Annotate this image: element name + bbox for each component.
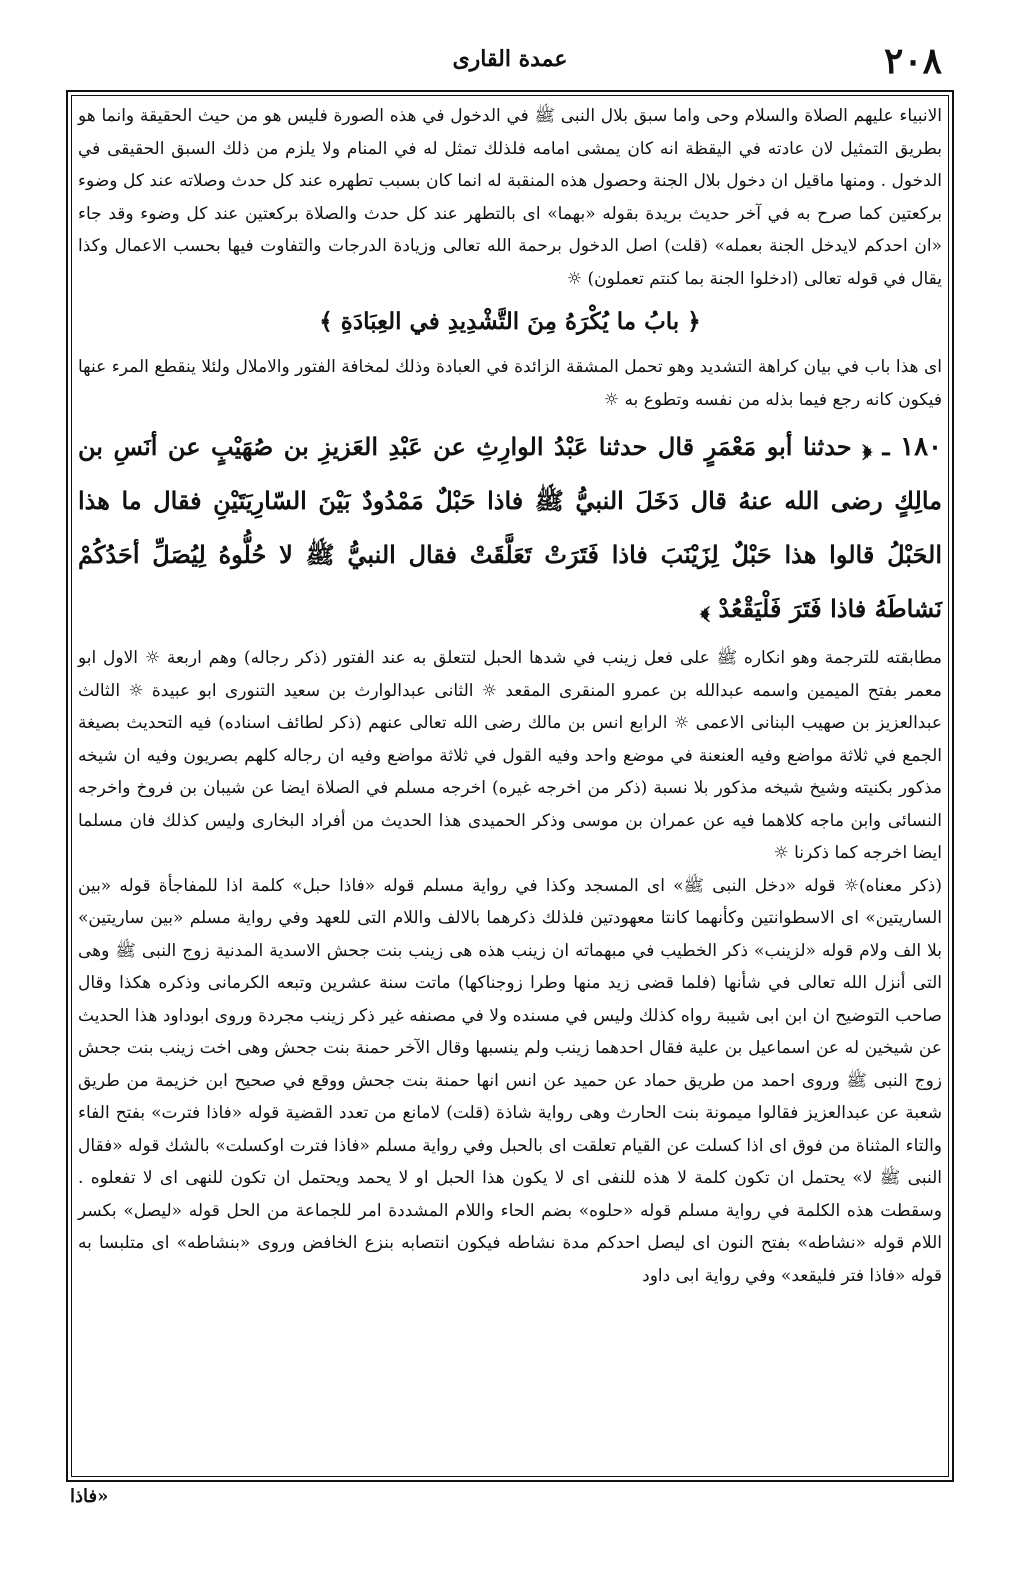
running-title: عمدة القارى	[452, 46, 568, 72]
text-frame	[66, 90, 954, 1482]
hadith-number: ١٨٠	[900, 432, 943, 462]
commentary-paragraph-meaning: (ذكر معناه)☼ قوله «دخل النبى ﷺ» اى المسجد وكذا في رواية مسلم قوله «فاذا حبل» كلمة اذا للمفاجأة قوله «بين الساريتين» اى الاسطوانتين وكأنهما كانتا معهودتين فلذلك ذكرهما بالالف واللام التى للعهد وفي رواية مسلم «بين ساريتين» بلا الف ولام قوله «لزينب» ذكر الخطيب في مبهماته ان زينب هذه هى زينب بنت جحش الاسدية المدنية زوج النبى ﷺ وهى التى أنزل الله تعالى في شأنها (فلما قضى زيد منها وطرا زوجناكها) ماتت سنة عشرين وتبعه الكرمانى وذكره هكذا وقال صاحب التوضيح ان ابن ابى شيبة رواه كذلك وليس في مسنده ولا في مصنفه غير ذكر زينب مجردة وروى ابوداود هذا الحديث عن شيخين له عن اسماعيل بن علية فقال احدهما زينب ولم ينسبها وقال الآخر حمنة بنت جحش وهى اخت زينب بنت جحش زوج النبى ﷺ وروى احمد من طريق حماد عن حميد عن انس انها حمنة بنت جحش ووقع في صحيح ابن خزيمة من طريق شعبة عن عبدالعزيز فقالوا ميمونة بنت الحارث وهى رواية شاذة (قلت) لامانع من تعدد القضية قوله «فاذا فترت» بفتح الفاء والتاء المثناة من فوق اى اذا كسلت عن القيام تعلقت اى بالحبل وفي رواية مسلم «فاذا فترت اوكسلت» بالشك قوله «فقال النبى ﷺ لا» يحتمل ان تكون كلمة لا هذه للنفى اى لا يكون هذا الحبل او لا يحمد ويحتمل ان تكون للنهى اى لا تفعلوه . وسقطت هذه الكلمة في رواية مسلم قوله «حلوه» بضم الحاء واللام المشددة امر للجماعة من الحل قوله «ليصل» بكسر اللام قوله «نشاطه» بفتح النون اى ليصل احدكم مدة نشاطه فيكون انتصابه بنزع الخافض وروى «بنشاطه» اى متلبسا به قوله «فاذا فتر فليقعد» وفي رواية ابى داود	[78, 875, 942, 1286]
page-number: ٢٠٨	[883, 40, 942, 82]
chapter-explanation: اى هذا باب في بيان كراهة التشديد وهو تحمل المشقة الزائدة في العبادة وذلك لمخافة الفتور والاملال ولئلا ينقطع المرء عنها فيكون كانه رجع فيما بذله من نفسه وتطوع به ☼	[78, 357, 942, 410]
catchword: «فاذا	[70, 1486, 109, 1507]
chapter-title: ﴿ بابُ ما يُكْرَهُ مِنَ التَّشْدِيدِ في العِبَادَةِ ﴾	[319, 308, 701, 335]
commentary-paragraph-1: الانبياء عليهم الصلاة والسلام وحى واما سبق بلال النبى ﷺ في الدخول في هذه الصورة فليس هو من حيث الحقيقة وانما هو بطريق التمثيل لان عادته في اليقظة انه كان يمشى امامه فلذلك تمثل له في المنام ولا يلزم من ذلك السبق الحقيقى في الدخول . ومنها ماقيل ان دخول بلال الجنة وحصول هذه المنقبة له انما كان بسبب تطهره عند كل حدث وصلاته عند كل وضوء بركعتين كما صرح به في آخر حديث بريدة بقوله «بهما» اى بالتطهر عند كل حدث والصلاة بركعتين عند كل وضوء وقد جاء «ان احدكم لايدخل الجنة بعمله» (قلت) اصل الدخول برحمة الله تعالى وزيادة الدرجات والتفاوت فيها بحسب الاعمال وكذا يقال في قوله تعالى (ادخلوا الجنة بما كنتم تعملون) ☼	[78, 106, 942, 289]
hadith-separator: ـ	[872, 432, 890, 461]
page-header	[70, 40, 950, 88]
hadith-block	[78, 420, 942, 636]
commentary-paragraph-narrators: مطابقته للترجمة وهو انكاره ﷺ على فعل زينب في شدها الحبل لتتعلق به عند الفتور (ذكر رجاله) وهم اربعة ☼ الاول ابو معمر بفتح الميمين واسمه عبدالله بن عمرو المنقرى المقعد ☼ الثانى عبدالوارث بن سعيد التنورى ابو عبيدة ☼ الثالث عبدالعزيز بن صهيب البنانى الاعمى ☼ الرابع انس بن مالك رضى الله تعالى عنهم (ذكر لطائف اسناده) فيه التحديث بصيغة الجمع في ثلاثة مواضع وفيه العنعنة في موضع واحد وفيه القول في ثلاثة مواضع وفيه ان رجاله كلهم بصريون وفيه ان شيخه مذكور بكنيته وشيخ شيخه مذكور بلا نسبة (ذكر من اخرجه غيره) اخرجه مسلم في الصلاة ايضا عن شيبان بن فروخ واخرجه النسائى وابن ماجه كلاهما فيه عن عمران بن موسى وذكر الحميدى هذا الحديث من أفراد البخارى وليس كذلك فان مسلما ايضا اخرجه كما ذكرنا ☼	[78, 648, 942, 863]
hadith-text: ﴿ حدثنا أبو مَعْمَرٍ قال حدثنا عَبْدُ الوارِثِ عن عَبْدِ العَزيزِ بن صُهَيْبٍ عن أنَسِ بن مالِكٍ رضى الله عنهُ قال دَخَلَ النبيُّ ﷺ فاذا حَبْلٌ مَمْدُودٌ بَيْنَ السّارِيَتَيْنِ فقال ما هذا الحَبْلُ قالوا هذا حَبْلٌ لِزَيْنَبَ فاذا فَتَرَتْ تَعَلَّقَتْ فقال النبيُّ ﷺ لا حُلُّوهُ لِيُصَلِّ أحَدُكُمْ نَشاطَهُ فاذا فَتَرَ فَلْيَقْعُدْ ﴾	[78, 432, 942, 623]
